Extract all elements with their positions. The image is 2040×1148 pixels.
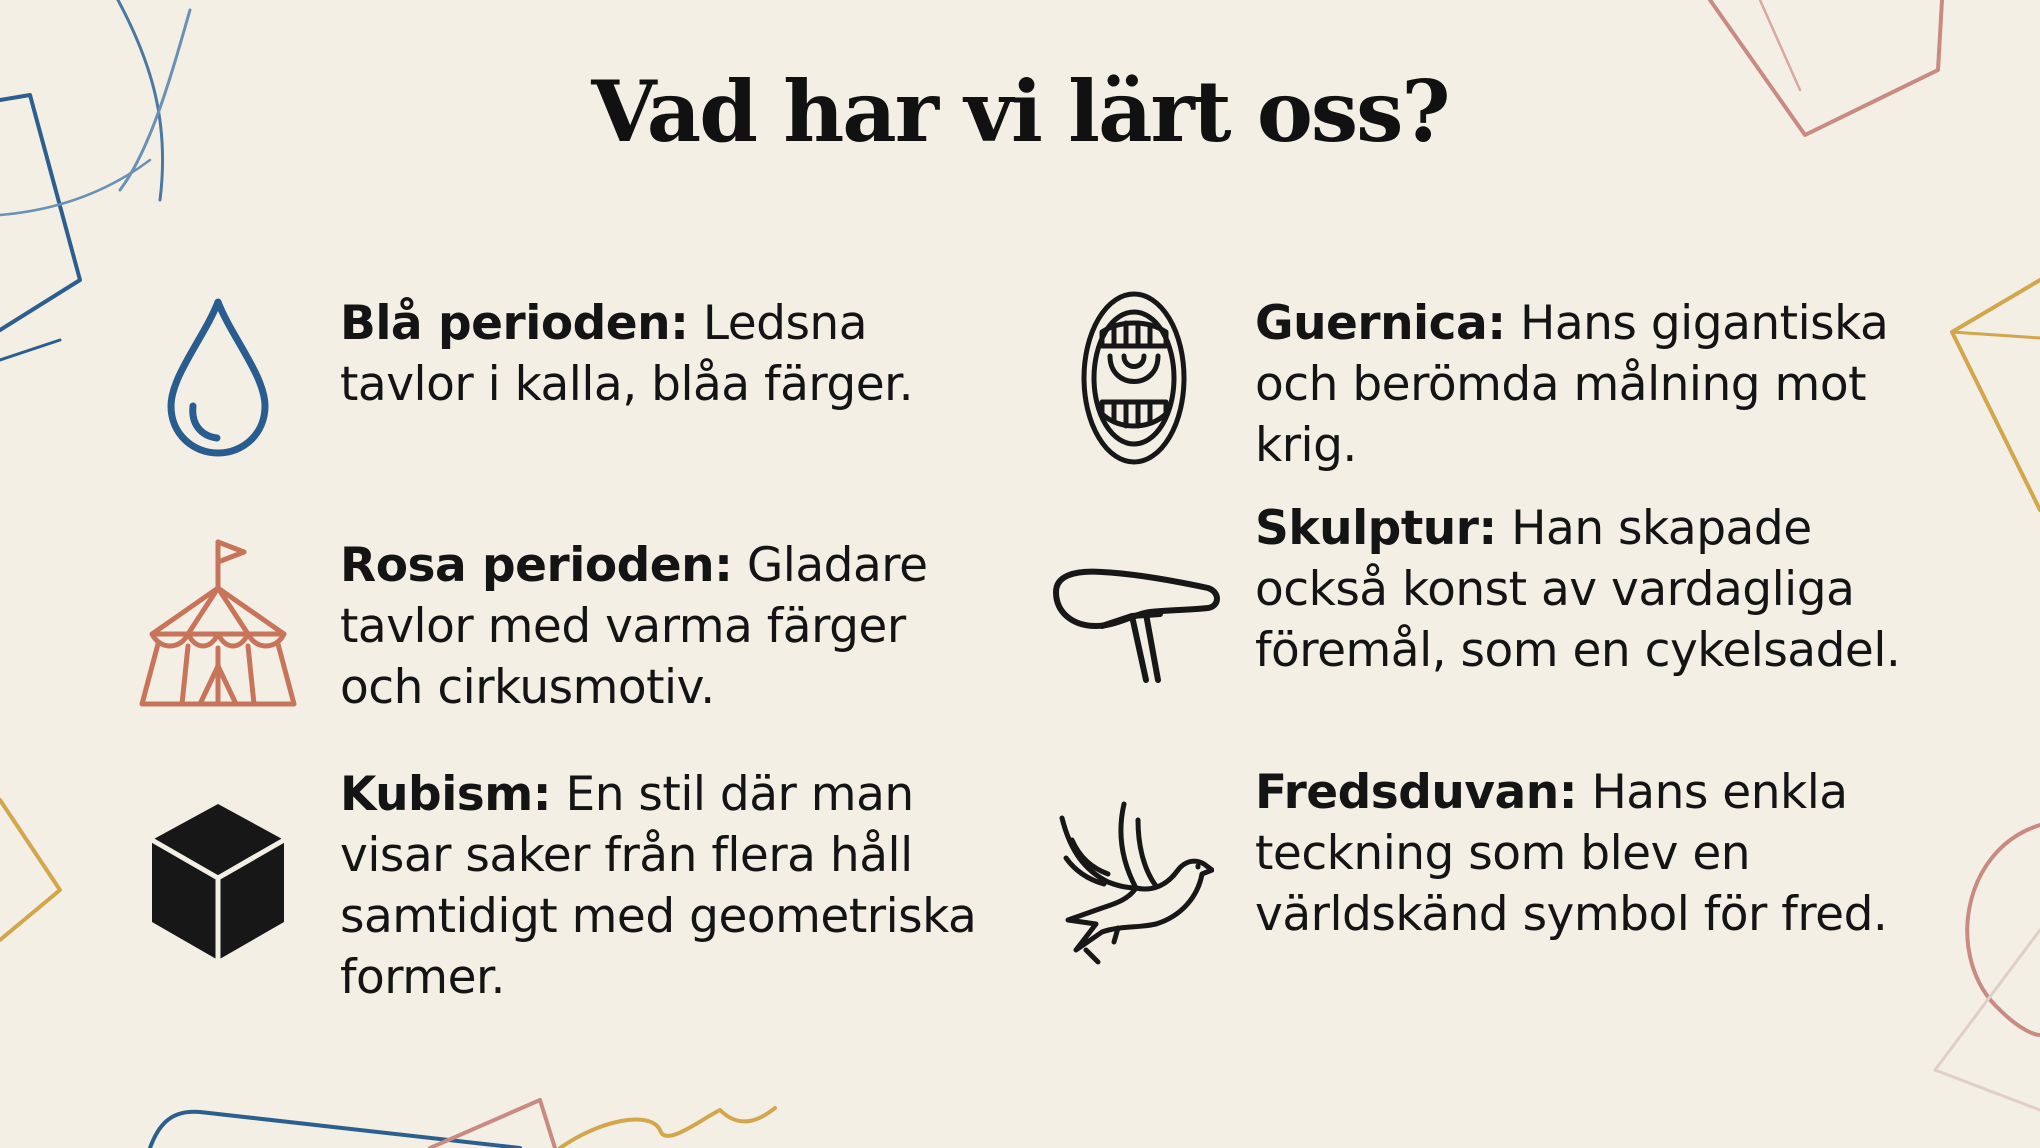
screaming-mouth-icon [1080, 290, 1188, 466]
item-description: Hans enkla teckning som blev en världskänd symbol för fred. [1255, 765, 1888, 942]
dove-icon [1058, 800, 1214, 966]
item-term: Rosa perioden: [340, 538, 733, 593]
item-term: Fredsduvan: [1255, 765, 1577, 820]
item-term: Blå perioden: [340, 296, 689, 351]
item-term: Kubism: [340, 767, 552, 822]
cube-icon [148, 800, 288, 964]
item-description: Han skapade också konst av vardagliga föremål, som en cykelsadel. [1255, 501, 1901, 678]
slide-title: Vad har vi lärt oss? [591, 62, 1449, 161]
item-term: Skulptur: [1255, 501, 1497, 556]
item-text [1255, 293, 1915, 476]
item-description: Hans gigantiska och berömda målning mot krig. [1255, 296, 1889, 473]
item-description: En stil där man visar saker från flera håll samtidigt med geometriska former. [340, 767, 977, 1005]
water-drop-icon [165, 296, 271, 459]
item-text [340, 764, 980, 1008]
item-text [1255, 762, 1915, 945]
item-term: Guernica: [1255, 296, 1506, 351]
item-text [1255, 498, 1915, 681]
bicycle-saddle-icon [1050, 566, 1222, 684]
circus-tent-icon [138, 538, 298, 710]
item-text [340, 535, 980, 718]
item-description: Ledsna tavlor i kalla, blåa färger. [340, 296, 914, 412]
item-description: Gladare tavlor med varma färger och cirkusmotiv. [340, 538, 928, 715]
item-text [340, 293, 980, 415]
